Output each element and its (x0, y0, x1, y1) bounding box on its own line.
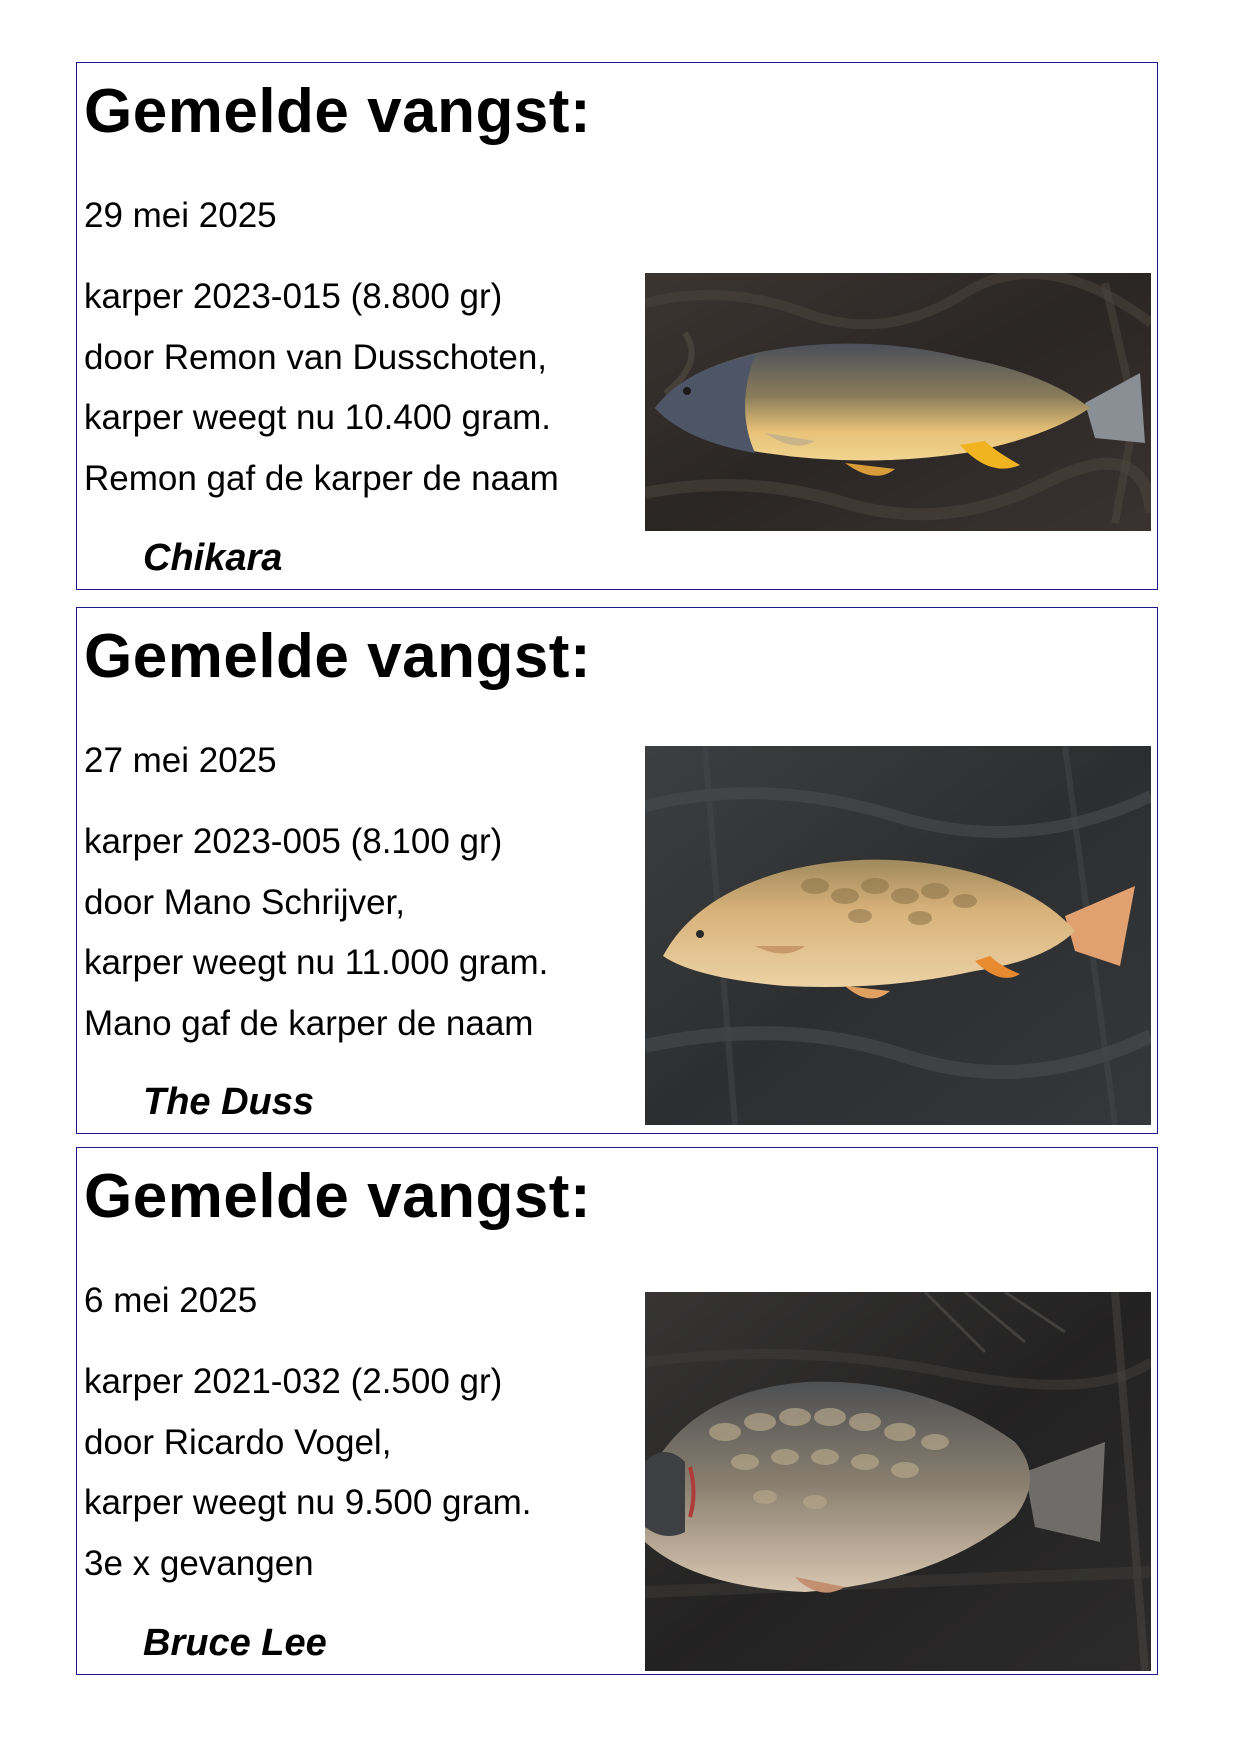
catch-card (76, 1147, 1158, 1675)
catch-detail-line: 3e x gevangen (84, 1543, 314, 1583)
carp-photo-icon (645, 273, 1151, 531)
catch-detail-line: Mano gaf de karper de naam (84, 1003, 534, 1043)
carp-photo-icon (645, 1292, 1151, 1671)
carp-photo-icon (645, 746, 1151, 1125)
catch-detail-line: karper 2021-032 (2.500 gr) (84, 1362, 503, 1401)
catch-detail-line: karper 2023-005 (8.100 gr) (84, 822, 503, 861)
catch-date: 27 mei 2025 (84, 741, 277, 780)
catch-details (84, 1352, 531, 1594)
catch-detail-line: karper weegt nu 11.000 gram. (84, 943, 549, 982)
catch-detail-line: karper 2023-015 (8.800 gr) (84, 277, 503, 316)
catch-card (76, 607, 1158, 1134)
carp-name: Bruce Lee (143, 1622, 327, 1664)
catch-detail-line: door Ricardo Vogel, (84, 1422, 392, 1462)
catch-detail-line: door Mano Schrijver, (84, 882, 405, 922)
catch-detail-line: karper weegt nu 9.500 gram. (84, 1483, 532, 1522)
catch-date: 29 mei 2025 (84, 196, 277, 235)
carp-name: The Duss (143, 1081, 315, 1123)
catch-title: Gemelde vangst: (84, 1162, 592, 1231)
catch-details (84, 812, 548, 1054)
carp-name: Chikara (143, 537, 283, 579)
catch-detail-line: Remon gaf de karper de naam (84, 458, 559, 498)
catch-title: Gemelde vangst: (84, 622, 592, 691)
catch-detail-line: door Remon van Dusschoten, (84, 337, 548, 377)
catch-card (76, 62, 1158, 590)
catch-date: 6 mei 2025 (84, 1281, 258, 1320)
catch-detail-line: karper weegt nu 10.400 gram. (84, 398, 551, 437)
catch-title: Gemelde vangst: (84, 77, 592, 146)
catch-details (84, 267, 559, 509)
